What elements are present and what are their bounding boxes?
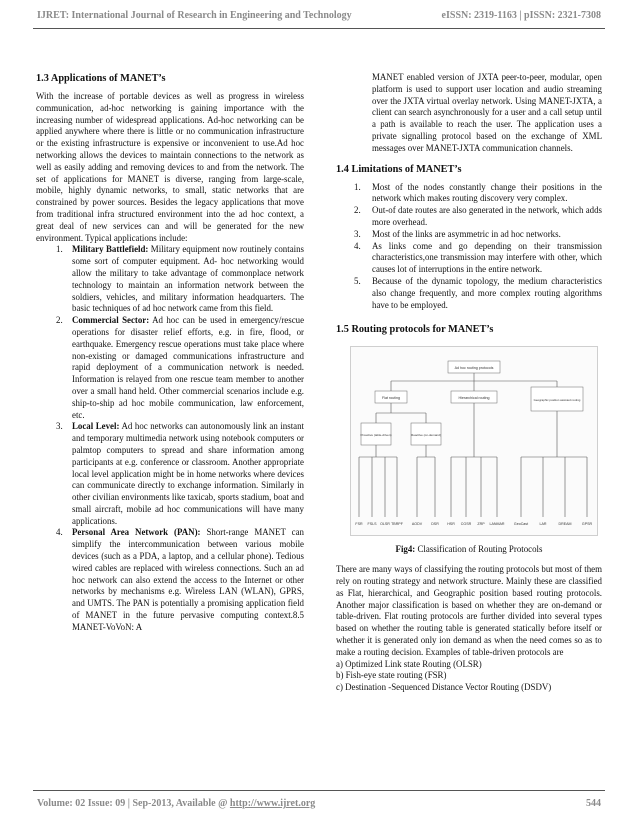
issn-text: eISSN: 2319-1163 | pISSN: 2321-7308 [441,10,601,21]
list-item [336,205,602,229]
item-text: Out-of date routes are also generated in the network, which adds more overhead. [372,205,602,227]
fig-leaf-gpsr: GPSR [581,522,593,527]
list-item [36,244,304,315]
fig-reactive-label: Reactive (on-demand) [411,433,441,438]
fig-leaf-fsls: FSLS [367,522,377,527]
routing-body-text: There are many ways of classifying the routing protocols but most of them rely on routing strategy and network structure. Mainly these are classified as Flat, hierarchical, and Geographic position based routing protocols. Another major classification is based on whether they are on-demand or table-driven. Flat routing protocols are further divided into several types based on whether the routing table is generated statically before itself or whether it is generated only ion demand as when the need comes so as to make a routing decision. Examples of table-driven protocols are [336,564,602,657]
list-number: 3. [56,421,63,432]
item-text: Most of the nodes constantly change their positions in the network which makes routing discovery very complex. [372,181,602,204]
item-text: Military equipment now routinely contains some sort of computer equipment. Ad- hoc networking would allow the military to take advantage of commonplace network technology to maintain an information network between the soldiers, vehicles, and military information headquarters. The basic techniques of ad hoc network came from this field. [72,244,305,314]
item-text: Ad hoc networks can autonomously link an instant and temporary multimedia network using notebook computers or palmtop computers to spread and share information among participants at e.g. conference or classroom. Another appropriate local level application might be in home networks where devices can communicate directly to exchange information. Similarly in other civilian environments like taxicab, sports stadium, boat and small aircraft, mobile ad hoc communications will have many applications. [72,421,304,526]
fig-leaf-lar: LAR [539,522,547,527]
fig-geo-label: Geographic position assisted routing [533,398,581,403]
fig-leaf-fsr: FSR [355,522,363,527]
example-item: c) Destination -Sequenced Distance Vector Routing (DSDV) [336,682,552,693]
item-title: Personal Area Network (PAN): [72,527,201,538]
item-text: Ad hoc can be used in emergency/rescue operations for disaster relief efforts, e.g. in fire, flood, or earthquake. Emergency rescue operations must take place where non-existing or damaged communications infrastructure and rapid deployment of a communication network is needed. Information is relayed from one rescue team member to another over a small hand held. Other commercial scenarios include e.g. ship-to-ship ad hoc mobile communication, law enforcement, etc. [72,315,305,420]
volume-text: Volume: 02 Issue: 09 | Sep-2013, Available @ [37,798,230,809]
item-text: As links come and go depending on their transmission characteristics,one transmission may interfere with other, which causes lot of interruptions in the entire network. [372,240,602,275]
fig-leaf-cgsr: CGSR [460,522,472,527]
applications-list [36,244,304,633]
limitations-list [336,182,602,312]
fig-leaf-geocast: GeoCast [513,522,529,527]
fig-leaf-aodv: AODV [411,522,423,527]
journal-title: IJRET: International Journal of Research in Engineering and Technology [37,10,352,21]
fig-leaf-tbrpf: TBRPF [391,522,403,527]
list-number: 1. [354,181,361,192]
left-column [36,72,304,634]
fig-hier-label: Hierarchical routing [458,396,490,401]
fig-leaf-labels [355,522,592,526]
item-title: Military Battlefield: [72,244,149,255]
caption-label: Fig4: [395,544,416,555]
list-item [336,241,602,276]
fig-flat-label: Flat routing [382,396,400,401]
list-item [336,229,602,241]
list-item [336,276,602,311]
caption-text: Classification of Routing Protocols [415,544,543,555]
list-number: 5. [354,275,361,286]
example-item: a) Optimized Link state Routing (OLSR) [336,658,482,669]
section-heading-routing: 1.5 Routing protocols for MANET’s [336,324,494,336]
list-number: 2. [354,205,361,216]
section-heading-limitations: 1.4 Limitations of MANET’s [336,163,462,175]
running-footer [37,798,601,809]
fig-proactive-label: Proactive (table-driven) [360,433,392,438]
fig-leaf-olsr: OLSR [380,522,390,527]
list-number: 4. [354,240,361,251]
list-number: 4. [56,527,63,538]
item-title: Local Level: [72,421,120,432]
list-item [36,315,304,421]
list-item [336,182,602,206]
item-title: Commercial Sector: [72,315,150,326]
right-column [336,72,602,694]
footer-rule [33,790,605,791]
section-heading-applications: 1.3 Applications of MANET’s [36,73,166,84]
list-item [36,527,304,633]
applications-intro: With the increase of portable devices as well as progress in wireless communication, ad-hoc networking is gaining importance with the increasing number of widespread applications. Ad-hoc networking can be applied anywhere where there is little or no communication infrastructure or the existing infrastructure is expensive or inconvenient to use.Ad hoc networking allows the devices to maintain connections to the network as well as easily adding and removing devices to and from the network. The set of applications for MANET is diverse, ranging from large-scale, mobile, highly dynamic networks, to small, static networks that are constrained by power sources. Besides the legacy applications that move from traditional infra structured environment into the ad hoc context, a great deal of new services can and will be generated for the new environment. Typical applications include: [36,91,304,243]
item-text: Short-range MANET can simplify the intercommunication between various mobile devices (such as a PDA, a laptop, and a cellular phone). Tedious wired cables are replaced with wireless connections. Such an ad hoc network can also extend the access to the Internet or other networks by mechanisms e.g. Wireless LAN (WLAN), GPRS, and UMTS. The PAN is potentially a promising application field of MANET in the future pervasive computing context.8.5 MANET-VoVoN: A [72,527,304,632]
item-text: Most of the links are asymmetric in ad hoc networks. [372,228,561,239]
header-rule [33,28,605,29]
figure-caption [336,544,602,556]
example-item: b) Fish-eye state routing (FSR) [336,670,447,681]
journal-link[interactable]: http://www.ijret.org [229,798,316,809]
list-number: 1. [56,244,63,255]
list-item [36,421,304,527]
fig-root-label: Ad hoc routing protocols [454,366,494,371]
fig-leaf-lanmar: LANMAR [489,522,505,527]
fig-leaf-zrp: ZRP [477,522,485,527]
list-number: 2. [56,315,63,326]
fig-leaf-dsr: DSR [431,522,439,527]
routing-tree-diagram [351,347,597,535]
fig-leaf-dream: DREAM [558,522,572,527]
page-number: 544 [586,798,601,809]
item-text: Because of the dynamic topology, the medium characteristics also change frequently, and more complex routing algorithms have to be employed. [372,275,602,310]
routing-classification-figure [350,346,598,536]
pan-continuation: MANET enabled version of JXTA peer-to-peer, modular, open platform is used to support user location and audio streaming over the JXTA virtual overlay network. Using MANET-JXTA, a client can search asynchronously for a user and a call setup until a path is available to reach the user. The application uses a private signalling protocol based on the exchange of XML messages over MANET-JXTA communication channels. [372,72,602,153]
list-number: 3. [354,228,361,239]
fig-leaf-hsr: HSR [447,522,455,527]
